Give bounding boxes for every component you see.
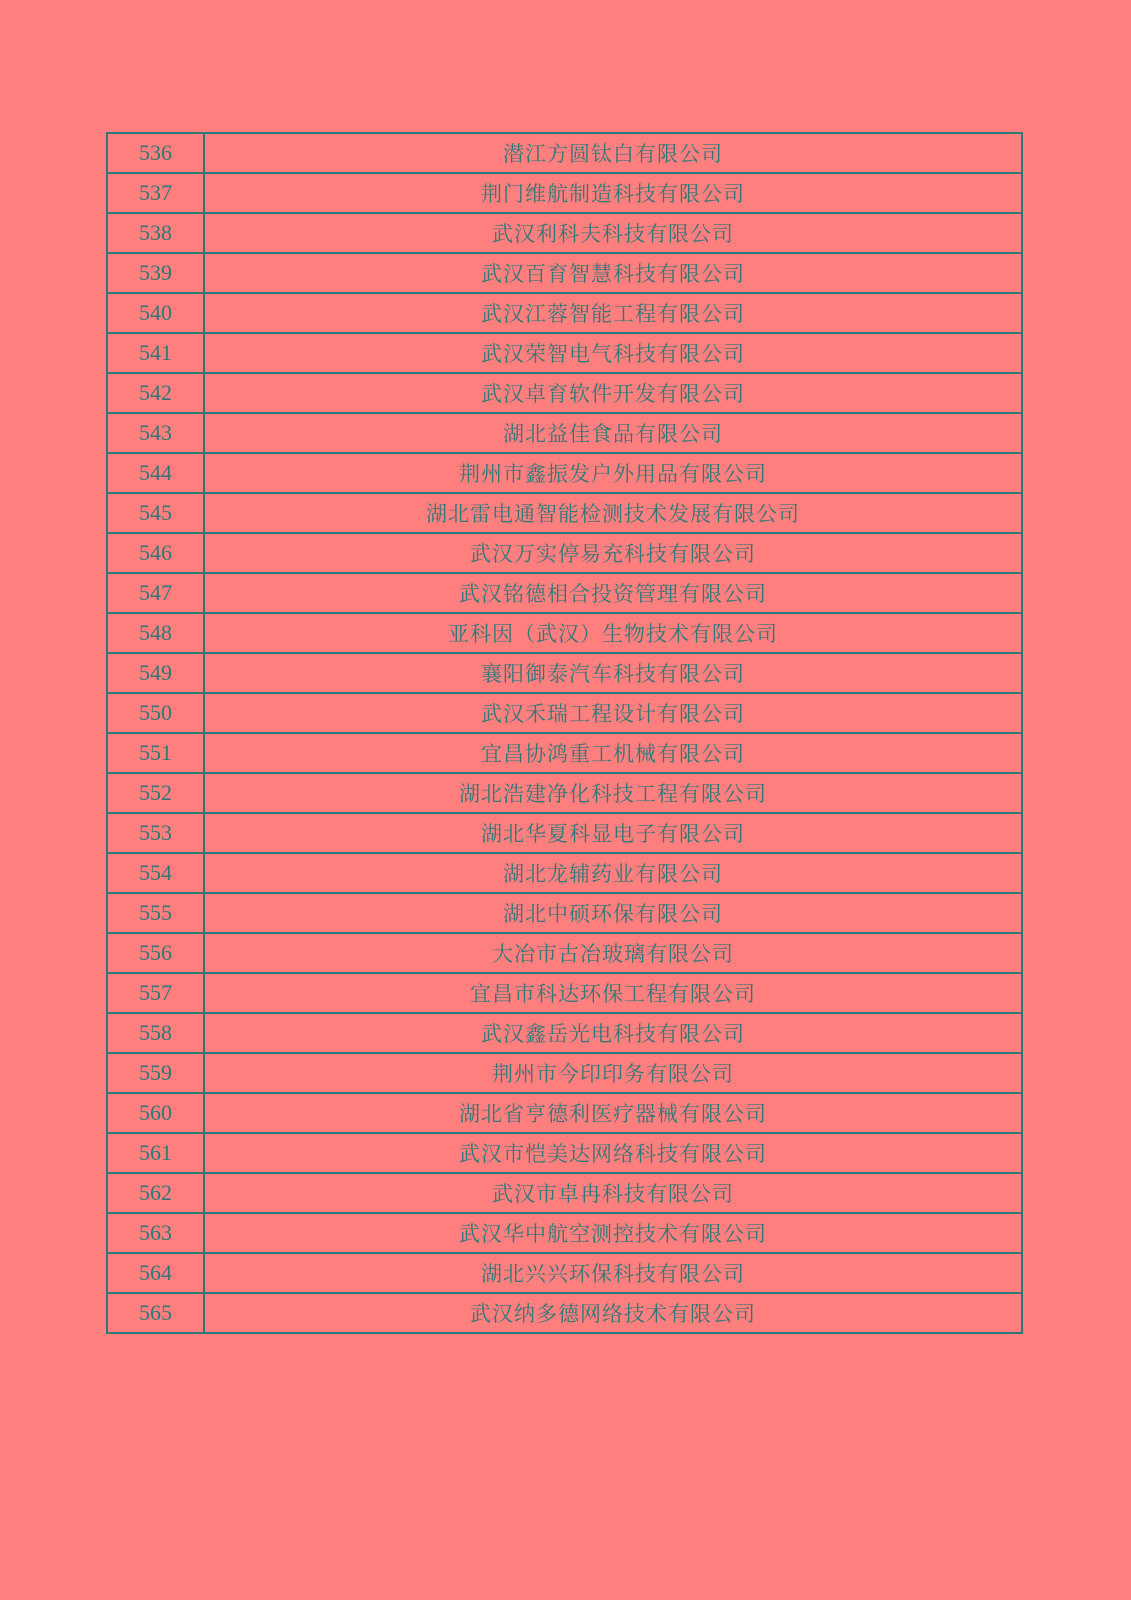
row-number: 564 (107, 1253, 204, 1293)
company-name: 武汉华中航空测控技术有限公司 (204, 1213, 1022, 1253)
table-row (107, 253, 1022, 293)
company-name: 武汉禾瑞工程设计有限公司 (204, 693, 1022, 733)
row-number: 547 (107, 573, 204, 613)
table-row (107, 213, 1022, 253)
company-name: 大冶市古冶玻璃有限公司 (204, 933, 1022, 973)
company-name: 武汉铭德相合投资管理有限公司 (204, 573, 1022, 613)
company-list-table (106, 132, 1023, 1334)
row-number: 538 (107, 213, 204, 253)
table-row (107, 1053, 1022, 1093)
row-number: 550 (107, 693, 204, 733)
row-number: 559 (107, 1053, 204, 1093)
row-number: 548 (107, 613, 204, 653)
company-name: 荆州市鑫振发户外用品有限公司 (204, 453, 1022, 493)
row-number: 554 (107, 853, 204, 893)
company-name: 湖北兴兴环保科技有限公司 (204, 1253, 1022, 1293)
row-number: 557 (107, 973, 204, 1013)
row-number: 543 (107, 413, 204, 453)
table-row (107, 773, 1022, 813)
row-number: 539 (107, 253, 204, 293)
company-name: 武汉江蓉智能工程有限公司 (204, 293, 1022, 333)
table-row (107, 1093, 1022, 1133)
row-number: 537 (107, 173, 204, 213)
company-name: 武汉市卓冉科技有限公司 (204, 1173, 1022, 1213)
company-name: 湖北华夏科显电子有限公司 (204, 813, 1022, 853)
table-row (107, 733, 1022, 773)
table-row (107, 653, 1022, 693)
row-number: 546 (107, 533, 204, 573)
row-number: 561 (107, 1133, 204, 1173)
row-number: 560 (107, 1093, 204, 1133)
row-number: 556 (107, 933, 204, 973)
table-row (107, 493, 1022, 533)
table-row (107, 573, 1022, 613)
table-row (107, 1133, 1022, 1173)
row-number: 545 (107, 493, 204, 533)
company-name: 亚科因（武汉）生物技术有限公司 (204, 613, 1022, 653)
table-row (107, 453, 1022, 493)
table-row (107, 373, 1022, 413)
row-number: 558 (107, 1013, 204, 1053)
row-number: 551 (107, 733, 204, 773)
table-body (107, 133, 1022, 1333)
table-row (107, 293, 1022, 333)
table-row (107, 693, 1022, 733)
company-name: 武汉纳多德网络技术有限公司 (204, 1293, 1022, 1333)
row-number: 562 (107, 1173, 204, 1213)
table-row (107, 973, 1022, 1013)
row-number: 552 (107, 773, 204, 813)
row-number: 536 (107, 133, 204, 173)
company-name: 宜昌市科达环保工程有限公司 (204, 973, 1022, 1013)
row-number: 541 (107, 333, 204, 373)
table-row (107, 853, 1022, 893)
company-name: 荆门维航制造科技有限公司 (204, 173, 1022, 213)
table-row (107, 893, 1022, 933)
table-row (107, 1173, 1022, 1213)
row-number: 555 (107, 893, 204, 933)
table-row (107, 173, 1022, 213)
company-name: 武汉利科夫科技有限公司 (204, 213, 1022, 253)
row-number: 553 (107, 813, 204, 853)
company-name: 湖北龙辅药业有限公司 (204, 853, 1022, 893)
company-name: 湖北益佳食品有限公司 (204, 413, 1022, 453)
row-number: 549 (107, 653, 204, 693)
company-name: 湖北雷电通智能检测技术发展有限公司 (204, 493, 1022, 533)
table-row (107, 1293, 1022, 1333)
row-number: 563 (107, 1213, 204, 1253)
table-row (107, 533, 1022, 573)
table-row (107, 333, 1022, 373)
table-row (107, 933, 1022, 973)
company-name: 武汉万实停易充科技有限公司 (204, 533, 1022, 573)
company-name: 武汉鑫岳光电科技有限公司 (204, 1013, 1022, 1053)
table-row (107, 1213, 1022, 1253)
company-name: 荆州市今印印务有限公司 (204, 1053, 1022, 1093)
row-number: 540 (107, 293, 204, 333)
company-name: 武汉卓育软件开发有限公司 (204, 373, 1022, 413)
table-row (107, 813, 1022, 853)
company-name: 湖北浩建净化科技工程有限公司 (204, 773, 1022, 813)
company-name: 湖北省亨德利医疗器械有限公司 (204, 1093, 1022, 1133)
company-name: 襄阳御泰汽车科技有限公司 (204, 653, 1022, 693)
company-name: 宜昌协鸿重工机械有限公司 (204, 733, 1022, 773)
row-number: 542 (107, 373, 204, 413)
row-number: 544 (107, 453, 204, 493)
row-number: 565 (107, 1293, 204, 1333)
table-row (107, 1013, 1022, 1053)
table-row (107, 133, 1022, 173)
company-name: 武汉荣智电气科技有限公司 (204, 333, 1022, 373)
table-row (107, 413, 1022, 453)
company-name: 武汉市恺美达网络科技有限公司 (204, 1133, 1022, 1173)
table-row (107, 613, 1022, 653)
table-row (107, 1253, 1022, 1293)
company-name: 潜江方圆钛白有限公司 (204, 133, 1022, 173)
company-name: 湖北中硕环保有限公司 (204, 893, 1022, 933)
company-name: 武汉百育智慧科技有限公司 (204, 253, 1022, 293)
